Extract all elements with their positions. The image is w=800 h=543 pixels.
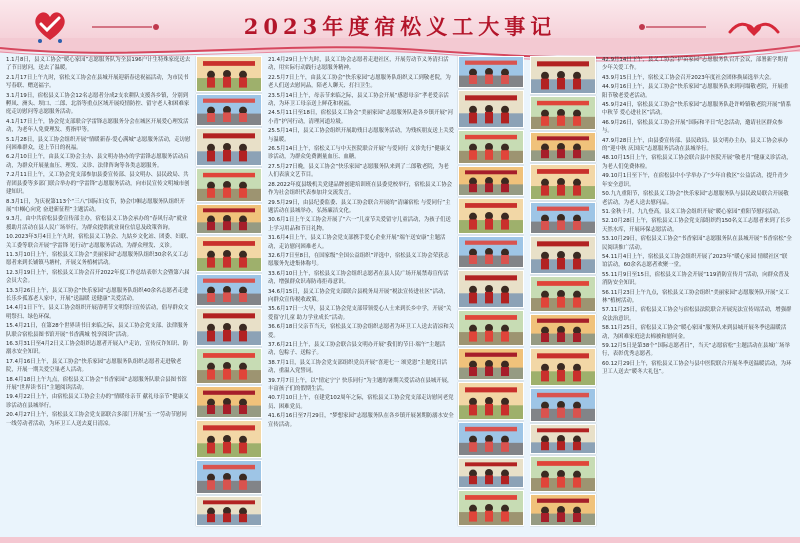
event-photo xyxy=(458,348,524,380)
event-photo xyxy=(458,90,524,128)
event-item: 50.九九重阳节，宿松县义工协会“快乐家园”志愿服务队与县民政局联合开展敬老活动，为老人送去慰问品。 xyxy=(602,191,789,206)
event-item: 39.7月7日上午，以“情定宁宁 快乐同行”为主题的暑期关爱活动在县城开展，丰富孩子们的假期生活。 xyxy=(268,377,453,393)
event-item: 28.2022年度县级机关党建品牌创建培训班在县委党校举行，宿松县义工协会作为社会组织代表参加并交流发言。 xyxy=(268,181,453,197)
column-3 xyxy=(530,56,794,536)
event-item: 18.4月18日上午九点，宿松县义工协会“书香家园”志愿服务队联合县图书馆开展“世界读书日”主题阅读活动。 xyxy=(6,376,187,392)
event-item: 15.4月21日，在第28个世界读书日来临之际，县义工协会党支部、法律服务队联合宿松县图书馆开展“书香满城 悦享阅读”活动。 xyxy=(6,323,189,338)
event-photo xyxy=(530,494,596,526)
event-photo xyxy=(196,420,262,458)
event-photo xyxy=(530,314,596,346)
event-photo xyxy=(530,202,596,234)
event-photo xyxy=(530,132,596,162)
event-photo xyxy=(458,236,524,268)
event-item: 41.6月16日至7月29日，“梦想家园”志愿服务队在各乡镇开展暑期防溺水安全宣传活动。 xyxy=(268,413,454,428)
hands-heart-icon xyxy=(726,14,782,40)
event-photo xyxy=(458,382,524,420)
event-photo xyxy=(196,460,262,494)
event-item: 40.7月10日上午，在建党102周年之际，宿松县义工协会党支部走访慰问老党员、困难党员。 xyxy=(268,395,454,410)
event-item: 42.9月14日下午，县义工协会“护苗家园”志愿服务队召开会议，部署新学期青少年关爱工作。 xyxy=(602,57,789,72)
event-item: 5.1月28日，县义工协会组织开展“情暖新春·爱心满城”志愿服务活动，走访慰问困难群众，送上节日的祝福。 xyxy=(6,136,191,152)
event-photo xyxy=(530,236,596,274)
event-photo xyxy=(530,456,596,492)
event-photo xyxy=(458,458,524,488)
event-item: 3.1月19日，宿松县义工协会12名志愿者分成2支农耕队支援各乡镇，分别到孵凤、洲头、坝口、二郎、北浴等重点区域开展疫情防控、留守老人和困难家庭走访慰问等志愿服务活动。 xyxy=(6,92,190,116)
event-item: 60.12月29日上午，宿松县义工协会与县中医院联合开展冬季送温暖活动，为环卫工人送去“暖冬大礼包”。 xyxy=(602,360,792,376)
event-item: 25.5月14日，县义工协会组织开展助残日志愿服务活动，为残疾朋友送上关爱与温暖。 xyxy=(268,128,454,143)
event-photo xyxy=(458,166,524,196)
event-item: 8.3月1日，为庆祝第113个“三八”国际妇女节，协会巾帼志愿服务队组织开展“巾帼心向党 奋进新征程”主题活动。 xyxy=(6,198,185,213)
event-item: 36.6月18日父亲节当天，宿松县义工协会组织志愿者为环卫工人送去清凉和关爱。 xyxy=(268,324,454,339)
event-item: 20.4月27日上午，宿松县义工协会党支部联合多部门开展“五一”劳动节慰问一线劳动者活动，为环卫工人送去夏日清凉。 xyxy=(6,412,187,427)
event-item: 2.1月17日上午九时，宿松义工协会在县城开展迎新春送祝福活动，为市民书写春联、赠送福字。 xyxy=(6,74,189,90)
event-photo xyxy=(196,236,262,272)
event-item: 32.6月7日至8日，在国家级“全国公益组织”评选中，宿松县义工协会荣获志愿服务先进集体称号。 xyxy=(268,252,449,268)
event-item: 24.5月11日至18日，宿松县义工协会“美丽家园”志愿服务队赴各乡镇开展“河小青”护河行动，清理河道垃圾。 xyxy=(268,110,454,125)
event-item: 49.10月1日至下午，在宿松县中小学举办了“少年自救区”公益活动，提升青少年安全意识。 xyxy=(602,173,789,188)
event-item: 1.1月8日，县义工协会“暖心家园”志愿服务队为全县196户计生特殊家庭送去了节日慰问，送去了温暖。 xyxy=(6,57,191,72)
event-photo xyxy=(530,348,596,386)
event-item: 21.4月29日上午九时，县义工协会志愿者走进社区，开展劳动节义务清扫活动，用实际行动践行志愿服务精神。 xyxy=(268,57,449,72)
event-item: 23.5月14日上午，母亲节来临之际，县义工协会开展“感恩母亲”孝老爱亲活动，为环卫工母亲送上鲜花和祝福。 xyxy=(268,92,449,108)
event-photo xyxy=(196,56,262,92)
event-item: 46.9月26日，宿松县义工协会开展“国际和平日”纪念活动，邀请社区群众参与。 xyxy=(602,119,783,135)
event-item: 59.12月5日是第38个“国际志愿者日”，当天“志愿宿松”主题活动在县城广场举行，表彰优秀志愿者。 xyxy=(602,343,790,358)
column-1 xyxy=(6,56,262,536)
event-photo xyxy=(458,270,524,308)
event-item: 53.10月29日，宿松县义工协会“书香家园”志愿服务队在县城开展“书香宿松”全民阅读推广活动。 xyxy=(602,236,792,251)
event-photo xyxy=(458,310,524,346)
footer-band xyxy=(0,537,800,543)
event-photo xyxy=(530,424,596,454)
event-photo xyxy=(196,348,262,384)
event-item: 16.3月31日至4月2日义工协会组织志愿者开展入户走访，宣传反诈知识、防溺水安全知识。 xyxy=(6,341,189,356)
event-photo xyxy=(458,490,524,526)
event-photo xyxy=(458,130,524,164)
event-item: 14.4月1日下午，县义工协会组织开展清明节文明祭扫宣传活动，倡导群众文明祭扫、绿色环保。 xyxy=(6,305,189,320)
event-item: 10.2023年3月4日上午九时，宿松县义工协会、九姑乡文化站、团委、妇联、关工委等联合开展“学雷锋 见行动”志愿服务活动，为群众理发、义诊。 xyxy=(6,234,192,249)
column-1-photos xyxy=(196,56,262,536)
event-photo xyxy=(530,388,596,422)
event-photo xyxy=(196,168,262,202)
event-photo xyxy=(196,94,262,126)
event-item: 13.3月26日上午，县义工协会“快乐家园”志愿服务队组织40余名志愿者走进长乐乡孤寡老人家中，开展“送温暖 送健康”关爱活动。 xyxy=(6,287,189,302)
event-photo xyxy=(196,496,262,526)
title-deco-right xyxy=(636,22,706,32)
event-item: 6.2月10日上午，由县义工协会主办、县文明办协办的学雷锋志愿服务活动启动，为群众开展量血压、理发、义诊、法律咨询等各类志愿服务。 xyxy=(6,154,189,169)
event-photo xyxy=(196,128,262,166)
event-item: 11.3月10日上午，宿松县义工协会“美丽家园”志愿服务队组织30余名义工志愿者来到长铺镇马塘村，开展义务植树活动。 xyxy=(6,251,189,267)
event-item: 34.6月15日，县义工协会党支部联合县税务局开展“税法宣传进社区”活动，向群众宣传税收政策。 xyxy=(268,288,449,303)
column-2 xyxy=(268,56,524,536)
event-photo xyxy=(458,422,524,456)
event-item: 54.11月4日上午，宿松县义工协会组织开展了2023年“暖心家园 情暖社区”联谊活动，60余名志愿者欢聚一堂。 xyxy=(602,253,788,269)
event-item: 47.9月28日上午，由县委宣传部、县民政局、县文明办主办，县义工协会承办的“迎中秋 庆国庆”志愿服务活动在县城举行。 xyxy=(602,137,788,153)
event-photo xyxy=(530,164,596,200)
event-item: 38.7月1日，县义工协会党支部组织党员开展“喜迎七一 颂党恩”主题党日活动，重温入党誓词。 xyxy=(268,359,448,375)
event-item: 29.5月29日，由县纪委监委、县义工协会联合开展的“清廉宿松 与爱同行”主题活动在县城举办，弘扬廉洁文化。 xyxy=(268,199,451,214)
event-item: 9.3月，由中共宿松县委宣传部主办，宿松县义工协会承办的“春风行动”就业援助月活动在县人民广场举行，为群众提供就业岗位信息及政策咨询。 xyxy=(6,216,188,231)
column-2-photos xyxy=(458,56,524,536)
event-item: 30.6月1日上午义工协会开展了“六一”儿童节关爱留守儿童活动，为孩子们送上学习用品和节日礼物。 xyxy=(268,217,451,232)
event-item: 19.4月22日上午，由宿松县义工协会主办的“情暖母亲节 献礼母亲节”健康义诊活动在县城举行。 xyxy=(6,394,189,409)
column-2-text xyxy=(268,56,454,430)
event-item: 37.6月21日上午，县义工协会联合县文明办开展“我们的节日·端午”主题活动，包粽子、送粽子。 xyxy=(268,342,446,357)
event-item: 17.4月16日上午，县义工协会“快乐家园”志愿服务队组织志愿者走进敬老院，开展一期关爱空巢老人活动。 xyxy=(6,358,182,374)
event-photo xyxy=(196,386,262,418)
event-item: 43.9月15日上午，宿松义工协会召开2023年度社会团体换届选举大会。 xyxy=(602,74,775,81)
event-item: 57.11月25日，宿松县义工协会与宿松县法院联合开展宪法宣传周活动，增强群众法治意识。 xyxy=(602,307,792,322)
event-photo xyxy=(458,56,524,88)
event-item: 35.6月17日一大早，县义工协会党支部带领爱心人士来到长乡中学，开展“关爱留守儿童 助力学业成长”活动。 xyxy=(268,306,452,321)
event-photo xyxy=(530,96,596,130)
event-item: 12.3月19日上午，宿松县义工协会召开2022年度工作总结表彰大会暨第六届会员大会。 xyxy=(6,269,190,285)
event-photo xyxy=(530,56,596,94)
event-photo xyxy=(196,274,262,306)
event-item: 51.金秋十月，九九登高，县义工协会组织开展“暖心家园”重阳节慰问活动。 xyxy=(602,208,784,215)
event-item: 52.10月28日上午，宿松县义工协会党支部组织约150名义工志愿者来到了长乡天然水库，开展环保志愿活动。 xyxy=(602,218,791,233)
event-item: 55.11月9日至15日，宿松县义工协会开展“119消防宣传月”活动，向群众普及消防安全知识。 xyxy=(602,271,790,287)
event-item: 45.9月24日，宿松县义工协会“快乐家园”志愿服务队赴许岭镇敬老院开展“情系中秋节 爱心进社区”活动。 xyxy=(602,102,791,117)
event-item: 33.6月10日上午，宿松县义工协会组织志愿者在县人民广场开展禁毒宣传活动，增强群众识毒防毒拒毒意识。 xyxy=(268,270,449,286)
event-item: 31.6月4日上午，县义工协会党支部携手爱心企业开展“端午送安康”主题活动，走访慰问困难老人。 xyxy=(268,235,446,250)
event-photo xyxy=(196,308,262,346)
column-1-text xyxy=(6,56,192,429)
event-photo xyxy=(196,204,262,234)
page-title: 2023年度宿松义工大事记 xyxy=(243,14,557,39)
event-photo xyxy=(530,276,596,312)
event-item: 48.10月15日上午，宿松县义工协会联合县中医院开展“敬老月”健康义诊活动，为老人们免费体检。 xyxy=(602,155,792,170)
event-item: 56.11月23日上午九点，宿松县义工协会组织“美丽家园”志愿服务队开展“义工林”植树活动。 xyxy=(602,289,789,304)
event-item: 7.2月11日上午，义工协会党支部参加县委宣传部、县文明办、县民政局、共青团县委等多部门联合举办的“学雷锋”志愿服务活动，向市民宣传文明城市创建知识。 xyxy=(6,172,190,196)
event-item: 22.5月7日上午，由县义工协会“快乐家园”志愿服务队组织义工到敬老院，为老人们送去慰问品，陪老人聊天、打扫卫生。 xyxy=(268,74,451,90)
event-item: 26.5月14日上午，宿松义工与中天医院联合开展“与爱同行 义诊先行”健康义诊活动，为群众免费测量血压、血糖。 xyxy=(268,146,451,161)
event-photo xyxy=(458,198,524,234)
event-item: 44.9月16日上午，县义工协会“快乐家园”志愿服务队来到河塌敬老院，开展重阳节敬老爱老活动。 xyxy=(602,84,789,99)
event-item: 27.5月27日晚，县义工协会“快乐家园”志愿服务队来到了二郎敬老院，为老人们表演文艺节目。 xyxy=(268,163,449,179)
event-item: 4.1月17日上午，协会党支部联合学雷锋志愿服务分会在城区开展爱心理发活动，为老年人免费理发、剪指甲等。 xyxy=(6,118,189,134)
event-item: 58.11月25日，宿松县义工协会“暖心家园”服务队来到县城开展冬季送温暖活动，为困难家庭送去棉被和慰问金。 xyxy=(602,325,787,340)
column-3-text xyxy=(602,56,792,378)
column-3-photos xyxy=(530,56,596,536)
